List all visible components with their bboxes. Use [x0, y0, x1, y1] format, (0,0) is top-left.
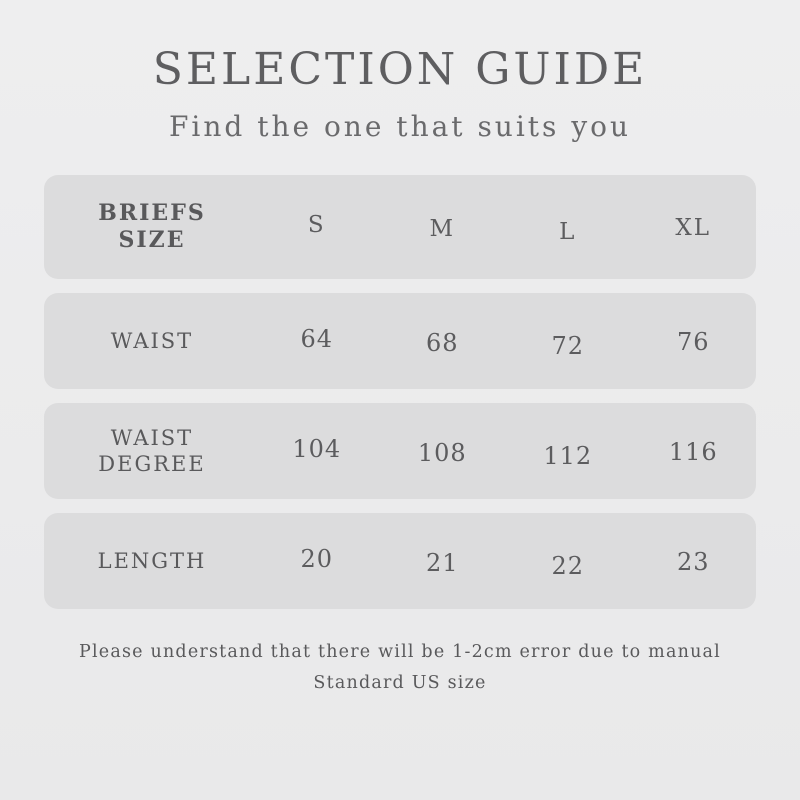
- header-row-label: [44, 200, 254, 255]
- row-label-waist-degree-line2: DEGREE: [98, 452, 206, 477]
- size-chart-table: [44, 175, 756, 609]
- header-row-label-line1: BRIEFS: [98, 199, 206, 226]
- row-label-waist-degree: [44, 425, 254, 478]
- page-subtitle: Find the one that suits you: [168, 110, 632, 144]
- footer-note: [30, 637, 770, 698]
- table-row: [44, 293, 756, 389]
- row-label-length: LENGTH: [97, 549, 207, 574]
- cell-length-xl: 23: [676, 548, 710, 577]
- footer-note-line1: Please understand that there will be 1-2cm error due to manual: [79, 642, 721, 663]
- page-title: SELECTION GUIDE: [152, 44, 648, 95]
- column-header-s: S: [307, 212, 326, 239]
- cell-waist-degree-xl: 116: [668, 438, 718, 467]
- header-row-label-line2: SIZE: [118, 227, 186, 254]
- footer-note-line2: Standard US size: [313, 673, 487, 694]
- cell-waist-s: 64: [300, 325, 334, 354]
- table-header-row: [44, 175, 756, 279]
- cell-waist-degree-l: 112: [543, 442, 593, 471]
- column-header-m: M: [429, 216, 456, 243]
- row-label-waist-degree-line1: WAIST: [110, 426, 194, 451]
- cell-waist-degree-m: 108: [417, 439, 467, 468]
- table-row: [44, 513, 756, 609]
- row-label-waist: WAIST: [110, 329, 194, 354]
- cell-length-m: 21: [425, 549, 459, 578]
- column-header-xl: XL: [675, 215, 712, 242]
- cell-length-l: 22: [551, 552, 585, 581]
- cell-waist-m: 68: [425, 329, 459, 358]
- column-header-l: L: [559, 219, 577, 246]
- cell-waist-degree-s: 104: [292, 435, 342, 464]
- table-row: [44, 403, 756, 499]
- cell-length-s: 20: [300, 545, 334, 574]
- cell-waist-l: 72: [551, 332, 585, 361]
- cell-waist-xl: 76: [676, 328, 710, 357]
